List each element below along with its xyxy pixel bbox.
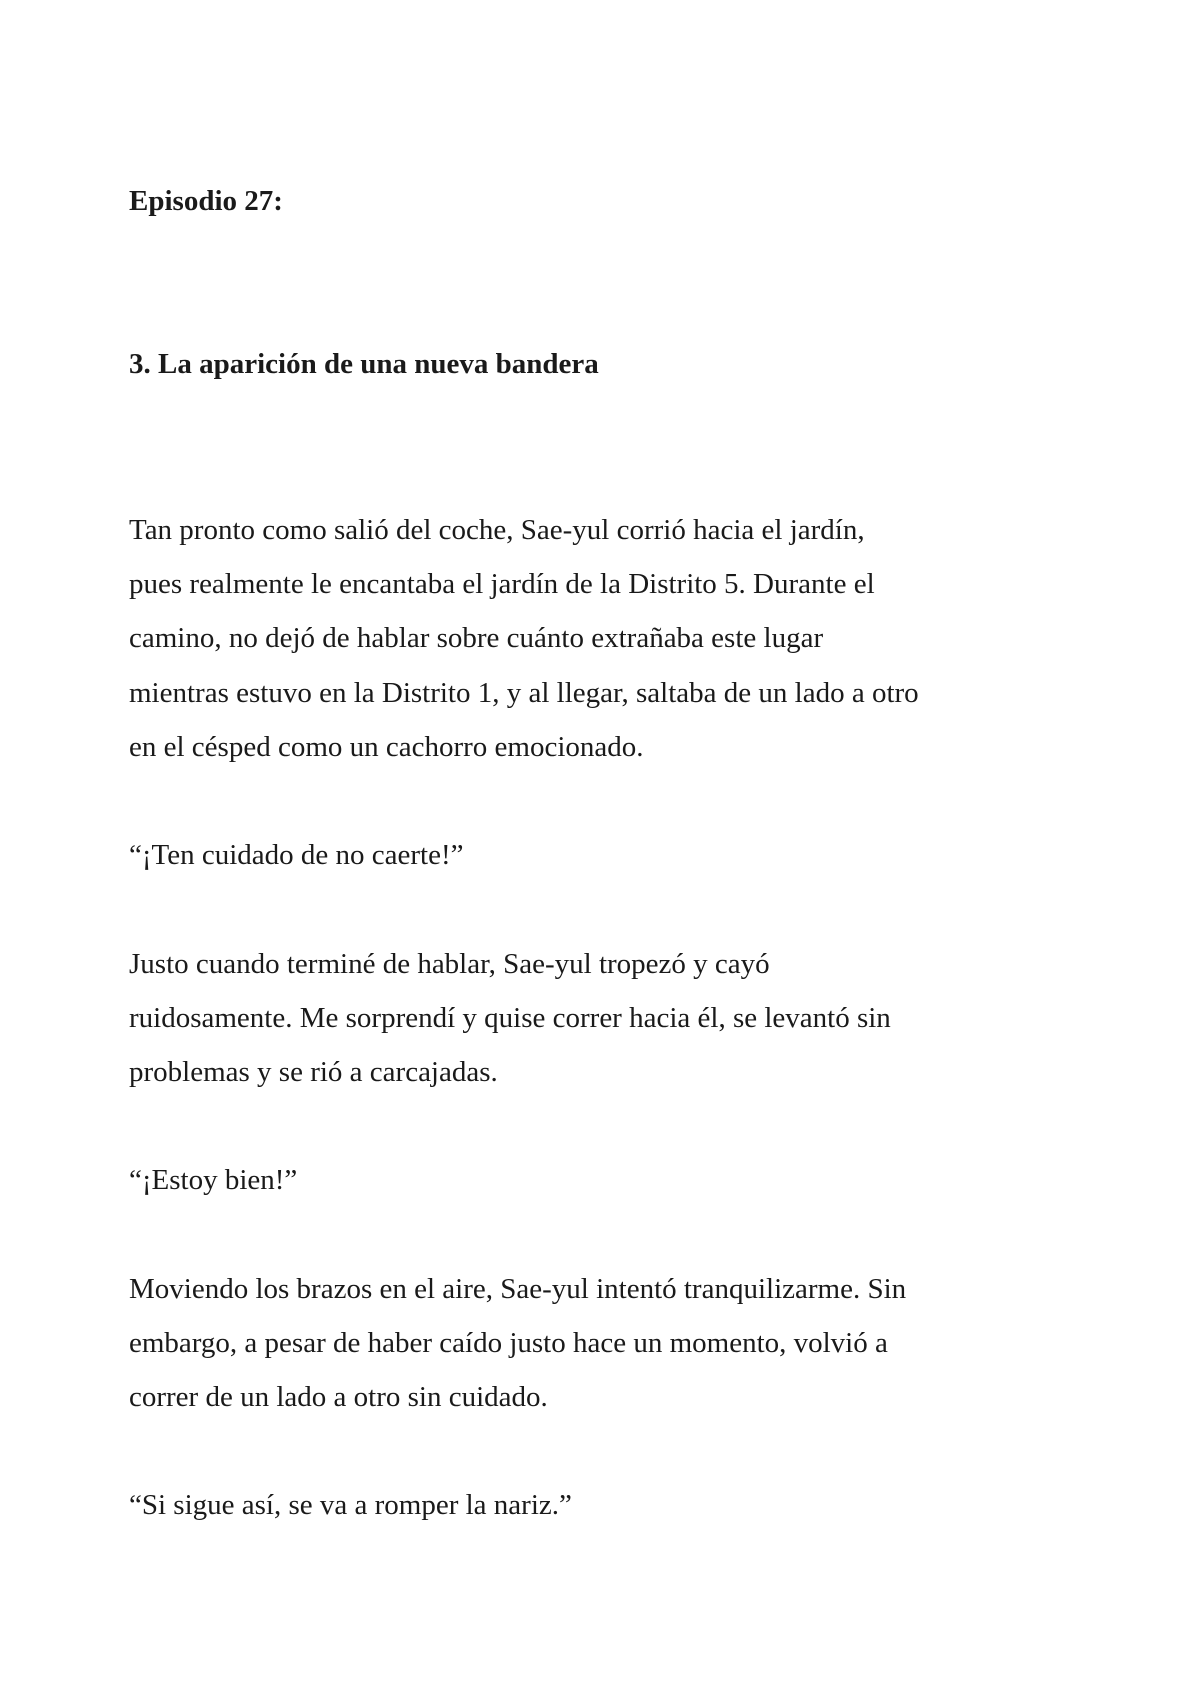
story-body <box>129 503 919 1587</box>
text-line: correr de un lado a otro sin cuidado. <box>129 1381 548 1413</box>
text-line: ruidosamente. Me sorprendí y quise correr hacia él, se levantó sin <box>129 1001 891 1034</box>
paragraph <box>129 1262 919 1425</box>
paragraph <box>129 937 919 1100</box>
text-line: embargo, a pesar de haber caído justo hace un momento, volvió a <box>129 1326 888 1359</box>
dialogue <box>129 1478 919 1532</box>
text-line: en el césped como un cachorro emocionado. <box>129 730 644 763</box>
paragraph <box>129 503 919 774</box>
text-line: “¡Ten cuidado de no caerte!” <box>129 839 464 872</box>
text-line: Justo cuando terminé de hablar, Sae-yul tropezó y cayó <box>129 947 770 980</box>
text-line: Tan pronto como salió del coche, Sae-yul corrió hacia el jardín, <box>129 514 865 546</box>
text-line: pues realmente le encantaba el jardín de la Distrito 5. Durante el <box>129 568 875 601</box>
text-line: mientras estuvo en la Distrito 1, y al llegar, saltaba de un lado a otro <box>129 676 919 709</box>
text-line: problemas y se rió a carcajadas. <box>129 1055 498 1088</box>
text-line: camino, no dejó de hablar sobre cuánto extrañaba este lugar <box>129 622 824 655</box>
text-line: Moviendo los brazos en el aire, Sae-yul intentó tranquilizarme. Sin <box>129 1272 907 1305</box>
dialogue <box>129 1153 919 1207</box>
text-line: “Si sigue así, se va a romper la nariz.” <box>129 1489 572 1522</box>
text-line: “¡Estoy bien!” <box>129 1164 298 1197</box>
episode-title: Episodio 27: <box>129 185 283 217</box>
dialogue <box>129 828 919 882</box>
chapter-title: 3. La aparición de una nueva bandera <box>129 348 599 380</box>
